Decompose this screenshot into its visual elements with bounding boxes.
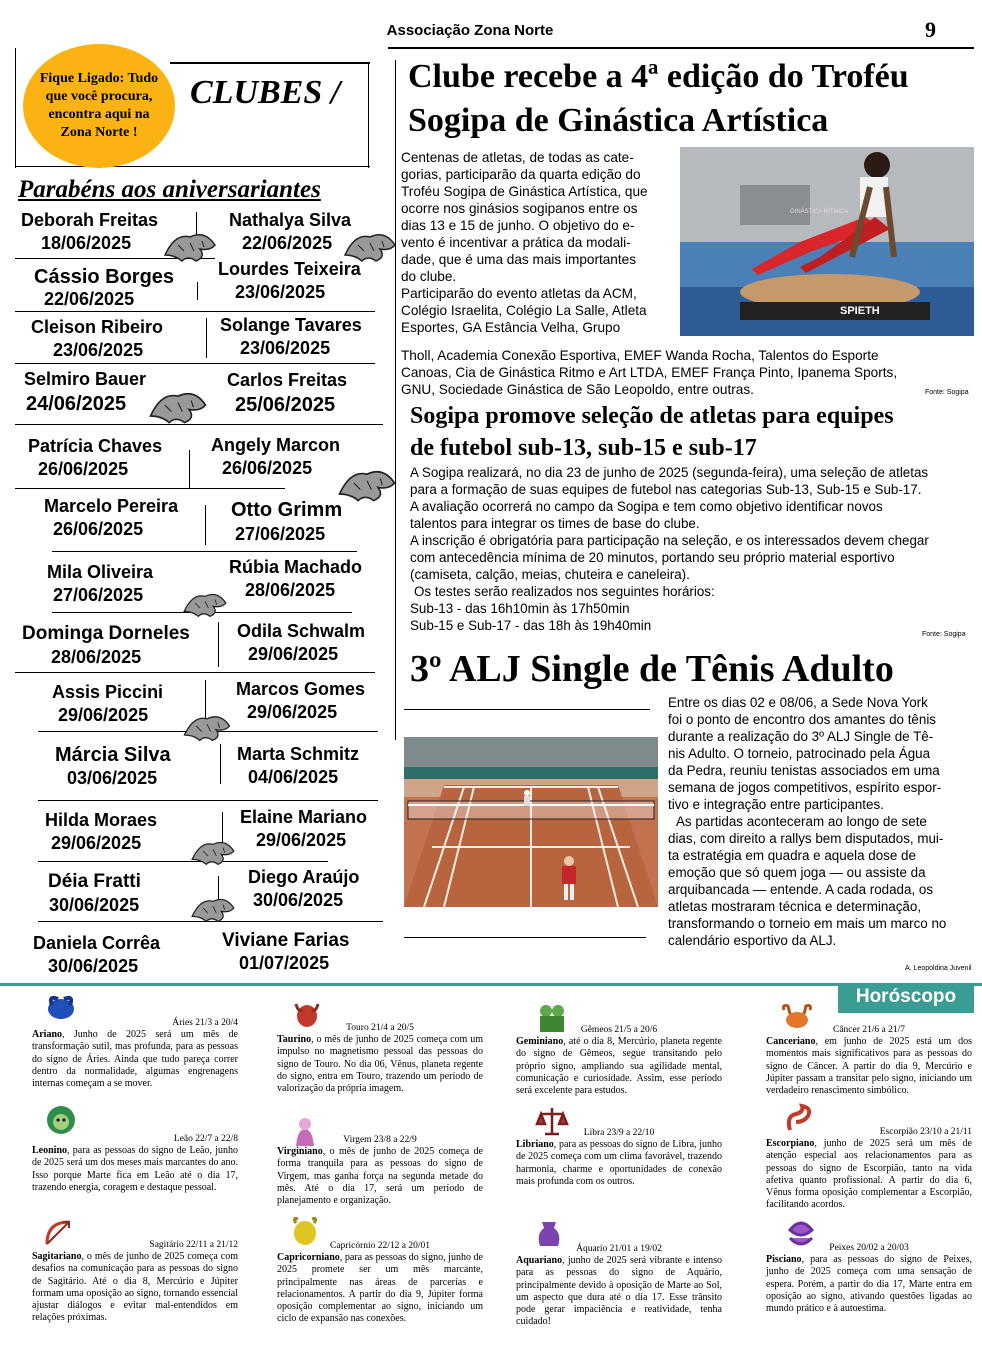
birthday-date: 29/06/2025 [247, 702, 338, 722]
photo-rule-bottom [404, 937, 646, 938]
gargoyle-clipart-icon [180, 585, 230, 621]
row-rule [52, 551, 357, 552]
article2-source: Fonte: Sogipa [922, 631, 966, 638]
birthday-name: Marta Schmitz [237, 744, 360, 764]
birthday-name: Elaine Mariano [240, 807, 368, 827]
birthdays-title: Parabéns aos aniversariantes [18, 176, 321, 203]
horoscope-capricorn: Capricórnio 22/12 a 20/01 Capricorniano, para as pessoas do signo, junho de 2025 promete ser um mês marcante, principalmente nas áreas de parcerias e relacionamentos. A partir do dia 9, Júpiter forma oposição complementar ao signo, iniciando um ciclo de expansão nas conexões. [277, 1241, 483, 1325]
birthday-date: 22/06/2025 [44, 289, 135, 309]
horoscope-pisces: Peixes 20/02 a 20/03 Pisciano, para as pessoas do signo de Peixes, junho de 2025 começa com uma sensação de espera. Porém, a partir do dia 17, Marte entra em oposição ao signo, ativando questões ligadas ao mundo prático e à autoestima. [766, 1243, 972, 1315]
birthday-name: Odila Schwalm [237, 621, 366, 641]
section-box-bottom [15, 166, 370, 167]
section-box-top [170, 62, 370, 64]
article3-source: A. Leopoldina Juvenil [905, 965, 972, 972]
gargoyle-clipart-icon [160, 225, 220, 265]
horoscope-libra: Libra 23/9 a 22/10 Libriano, para as pessoas do signo de Libra, junho de 2025 começa com um clima favorável, trazendo harmonia, charme e oportunidades de conexão mais profunda com os outros. [516, 1128, 722, 1187]
birthday-date: 27/06/2025 [235, 524, 326, 544]
birthday-date: 25/06/2025 [235, 394, 336, 416]
birthday-name: Patrícia Chaves [28, 436, 163, 456]
birthday-name: Márcia Silva [55, 744, 171, 766]
birthday-name: Dominga Dorneles [22, 623, 190, 644]
article1-title-line2: Sogipa de Ginástica Artística [408, 102, 829, 139]
horoscope-virgo: Virgem 23/8 a 22/9 Virginiano, o mês de junho de 2025 começa de forma tranquila para as pessoas do signo de Virgem, mas ganha força na segunda metade do mês. Até o dia 17, será um período de planejamento e organização. [277, 1135, 483, 1207]
horoscope-scorpio: Escorpião 23/10 a 21/11 Escorpiano, junho de 2025 será um mês de atenção especial aos relacionamentos para as pessoas do signo de Escorpião, tanto na vida afetiva quanto profissional. A partir do dia 6, Vênus forma oposição complementar a Escorpião, facilitando acordos. [766, 1127, 972, 1211]
horoscope-leo: Leão 22/7 a 22/8 Leonino, para as pessoas do signo de Leão, junho de 2025 será um dos meses mais marcantes do ano. Isso porque Marte fica em Leão até o dia 17, trazendo energia, coragem e destaque pessoal. [32, 1134, 238, 1193]
birthday-name: Cleison Ribeiro [31, 317, 164, 337]
horoscope-tab: Horóscopo [838, 983, 974, 1013]
birthday-name: Selmiro Bauer [24, 369, 147, 389]
article3-body: Entre os dias 02 e 08/06, a Sede Nova York foi o ponto de encontro dos amantes do tênis durante a realização do 3º ALJ Single de Tê- nis Adulto. O torneio, patrocinado pela Água da Pedra, reuniu tenistas associados em uma semana de jogos competitivos, espírito espor- tivo e integração entre participantes. As partidas aconteceram ao longo de sete dias, com direito a rallys bem disputados, mui- ta estratégia em quadra e aquela dose de emoção que só quem joga — ou assiste da arquibancada — entende. A cada rodada, os atletas mostraram técnica e determinação, transformando o torneio em mais um marco no calendário esportivo da ALJ. [668, 695, 947, 948]
article3-title: 3º ALJ Single de Tênis Adulto [410, 648, 894, 690]
row-divider [218, 622, 219, 667]
row-rule [15, 311, 375, 312]
birthday-date: 26/06/2025 [38, 459, 129, 479]
birthday-name: Hilda Moraes [45, 810, 158, 830]
gargoyle-clipart-icon [145, 382, 211, 428]
birthday-date: 24/06/2025 [26, 393, 127, 415]
tennis-court-photo [404, 737, 658, 907]
birthday-date: 29/06/2025 [248, 644, 339, 664]
birthday-name: Marcos Gomes [236, 679, 366, 699]
gymnast-photo [680, 147, 974, 336]
row-rule [38, 861, 328, 862]
birthday-name: Marcelo Pereira [44, 496, 179, 516]
header-rule [388, 47, 974, 49]
birthday-name: Cássio Borges [34, 266, 175, 288]
horoscope-aries: Áries 21/3 a 20/4 Ariano, Junho de 2025 será um mês de transformação sutil, mas profunda, para as pessoas do signo de Áries. Ainda que tudo pareça correr dentro da normalidade, algumas engrenagens internas começam a se mover. [32, 1018, 238, 1090]
birthday-name: Viviane Farias [222, 930, 350, 951]
birthday-name: Angely Marcon [211, 435, 341, 455]
birthday-date: 23/06/2025 [53, 340, 144, 360]
row-rule [15, 363, 375, 364]
birthday-name: Solange Tavares [220, 315, 362, 335]
birthday-date: 29/06/2025 [256, 830, 347, 850]
birthday-date: 01/07/2025 [239, 953, 330, 973]
birthday-name: Deborah Freitas [21, 210, 159, 230]
birthday-date: 23/06/2025 [240, 338, 331, 358]
birthday-date: 30/06/2025 [48, 956, 139, 976]
birthday-name: Lourdes Teixeira [218, 259, 361, 279]
horoscope-gemini: Gêmeos 21/5 a 20/6 Geminiano, até o dia 8, Mercúrio, planeta regente do signo de Gêmeos, segue transitando pelo próprio signo, ampliando sua agilidade mental, comunicação e curiosidade. Assim, esse período será excelente para estudos. [516, 1025, 722, 1097]
section-title: CLUBES / [190, 74, 341, 111]
row-divider [206, 318, 207, 358]
birthday-date: 28/06/2025 [245, 580, 336, 600]
birthday-date: 30/06/2025 [49, 895, 140, 915]
horoscope-cancer: Câncer 21/6 a 21/7 Canceriano, em junho de 2025 está um dos momentos mais significativos para as pessoas do signo de Câncer. A partir do dia 9, Mercúrio e Júpiter passam a transitar pelo signo, iniciando um verdadeiro renascimento simbólico. [766, 1025, 972, 1097]
gargoyle-clipart-icon [180, 707, 234, 745]
birthday-date: 22/06/2025 [242, 233, 333, 253]
birthday-name: Rúbia Machado [229, 557, 363, 577]
birthday-date: 28/06/2025 [51, 647, 142, 667]
birthday-date: 29/06/2025 [58, 705, 149, 725]
horoscope-sagittarius: Sagitário 22/11 a 21/12 Sagitariano, o mês de junho de 2025 começa com desafios na comunicação para as pessoas do signo de Sagitário. Até o dia 8, Mercúrio e Júpiter formam uma oposição ao signo, tornando essencial ajustar diálogos e evitar mal-entendidos em relações próximas. [32, 1240, 238, 1324]
article1-source: Fonte: Sogipa [925, 389, 969, 396]
birthday-name: Mila Oliveira [47, 562, 154, 582]
birthday-date: 26/06/2025 [53, 519, 144, 539]
article1-title-line1: Clube recebe a 4ª edição do Troféu [408, 58, 909, 95]
row-divider [189, 450, 190, 488]
gargoyle-clipart-icon [188, 890, 238, 926]
page-number: 9 [925, 17, 936, 42]
row-divider [205, 505, 206, 545]
birthday-name: Carlos Freitas [227, 370, 348, 390]
birthday-name: Déia Fratti [48, 871, 141, 892]
birthday-date: 29/06/2025 [51, 833, 142, 853]
birthday-name: Otto Grimm [231, 499, 343, 521]
birthday-date: 27/06/2025 [53, 585, 144, 605]
column-divider [395, 60, 396, 740]
row-rule [15, 672, 375, 673]
photo-sign-text: GINÁSTICA RÍTMICA [790, 209, 849, 215]
article1-body: Centenas de atletas, de todas as cate- gorias, participarão da quarta edição do Troféu Sogipa de Ginástica Artística, que ocorre nos ginásios sogipanos entre os dias 13 e 15 de junho. O objetivo do e- vento é incentivar a prática da modali- dade, que é uma das mais importantes do clube. Participarão do evento atletas da ACM, Colégio Israelita, Colégio La Salle, Atleta Esportes, GA Estância Velha, Grupo [401, 150, 648, 335]
section-box-left [15, 48, 16, 168]
article1-body-wide: Tholl, Academia Conexão Esportiva, EMEF Wanda Rocha, Talentos do Esporte Canoas, Cia de Ginástica Ritmo e Art LTDA, EMEF França Pinto, Ipanema Sports, GNU, Sociedade Ginástica de São Leopoldo, entre outras. [401, 348, 898, 397]
horoscope-aquarius: Áquario 21/01 a 19/02 Aquariano, junho de 2025 será vibrante e intenso para as pessoas do signo de Aquário, principalmente devido à oposição de Marte ao Sol, um aspecto que dura até o dia 17. Esse trânsito pode gerar impaciência e reatividade, tenha cuidado! [516, 1244, 722, 1328]
fique-ligado-badge: Fique Ligado: Tudo que você procura, encontra aqui na Zona Norte ! [23, 44, 175, 168]
publication-name: Associação Zona Norte [386, 22, 554, 39]
row-divider [197, 282, 198, 300]
photo-sign-text: SPIETH [840, 305, 880, 317]
birthday-name: Daniela Corrêa [33, 933, 161, 953]
birthday-name: Nathalya Silva [229, 210, 352, 230]
birthday-date: 26/06/2025 [222, 458, 313, 478]
birthday-date: 23/06/2025 [235, 282, 326, 302]
leo-icon [44, 1103, 78, 1137]
article2-body: A Sogipa realizará, no dia 23 de junho de 2025 (segunda-feira), uma seleção de atletas para a formação de suas equipes de futebol nas categorias Sub-13, Sub-15 e Sub-17. A avaliação ocorrerá no campo da Sogipa e tem como objetivo identificar novos talentos para integrar os times de base do clube. A inscrição é obrigatória para participação na seleção, e os interessados devem chegar com antecedência mínima de 20 minutos, portando seu próprio material esportivo (camiseta, calção, meias, chuteira e caneleira). Os testes serão realizados nos seguintes horários: Sub-13 - das 16h10min às 17h50min Sub-15 e Sub-17 - das 18h às 19h40min [410, 465, 929, 633]
gargoyle-clipart-icon [334, 460, 400, 506]
horoscope-taurus: Touro 21/4 a 20/5 Taurino, o mês de junho de 2025 começa com um impulso no magnetismo pessoal das pessoas do signo de Touro. No dia 06, Vênus, planeta regente do signo, entra em Touro, trazendo um período de valorização da própria imagem. [277, 1023, 483, 1095]
birthday-date: 30/06/2025 [253, 890, 344, 910]
birthday-date: 03/06/2025 [67, 768, 158, 788]
section-box-right [368, 62, 369, 168]
birthday-name: Assis Piccini [52, 682, 164, 702]
gargoyle-clipart-icon [340, 225, 400, 265]
horoscope-bar [0, 983, 982, 986]
article2-title-line1: Sogipa promove seleção de atletas para equipes [410, 403, 894, 429]
row-rule [15, 488, 285, 489]
gargoyle-clipart-icon [188, 833, 238, 869]
birthday-date: 18/06/2025 [41, 233, 132, 253]
birthday-name: Diego Araújo [248, 867, 360, 887]
row-rule [38, 800, 378, 801]
row-divider [220, 744, 221, 784]
article2-title-line2: de futebol sub-13, sub-15 e sub-17 [410, 435, 757, 461]
birthday-date: 04/06/2025 [248, 767, 339, 787]
photo-rule-top [404, 709, 650, 710]
